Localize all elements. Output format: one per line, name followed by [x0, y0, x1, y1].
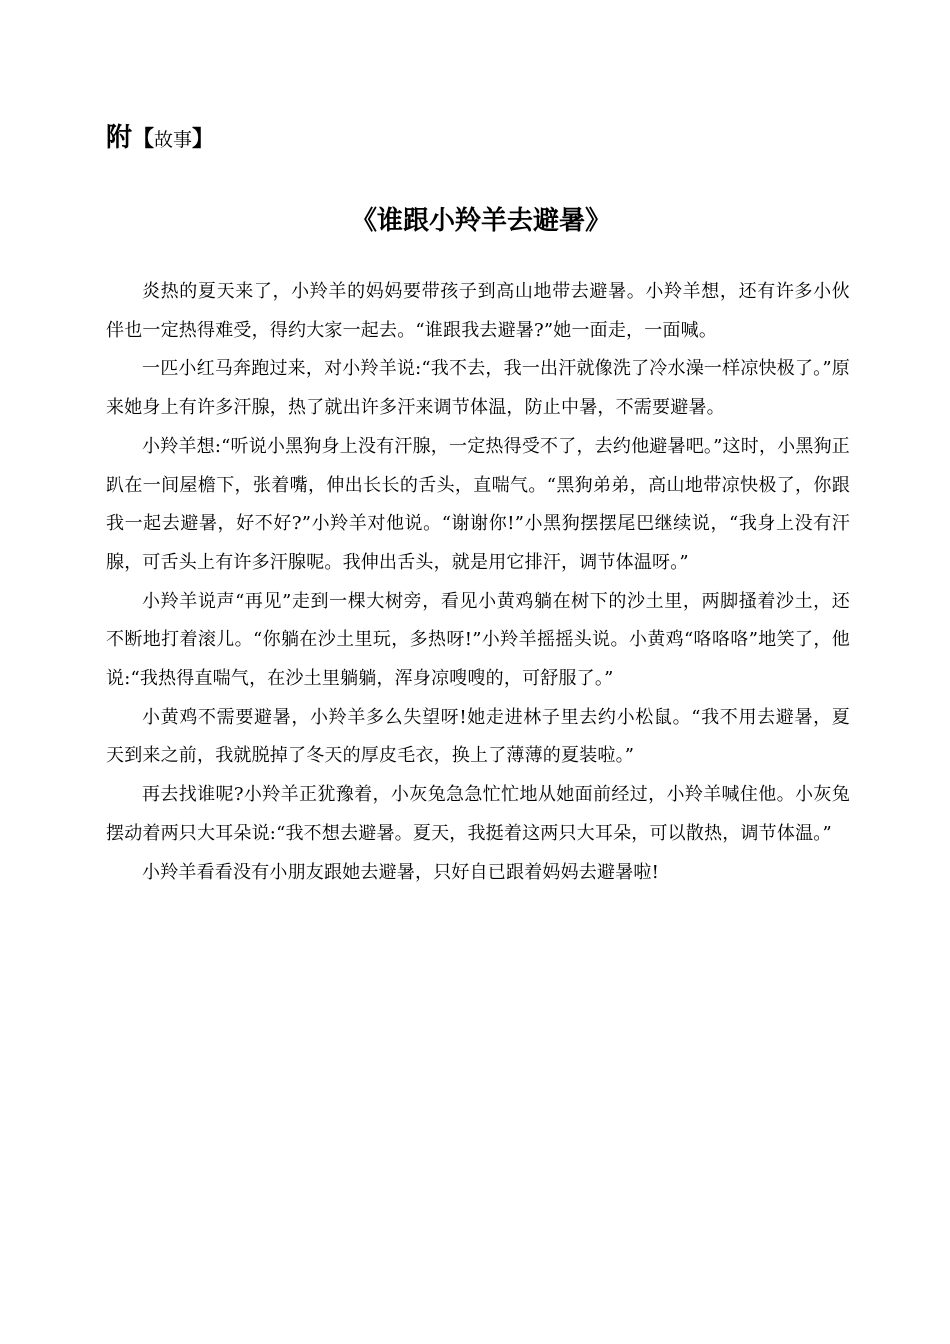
paragraph-7: 小羚羊看看没有小朋友跟她去避暑，只好自已跟着妈妈去避暑啦! — [142, 861, 660, 883]
paragraph-2: 一匹小红马奔跑过来，对小羚羊说:“我不去，我一出汗就像洗了冷水澡一样凉快极了。”原来她身上有许多汗腺，热了就出许多汗来调节体温，防止中暑，不需要避暑。 — [106, 358, 850, 419]
paragraph-1: 炎热的夏天来了，小羚羊的妈妈要带孩子到高山地带去避暑。小羚羊想，还有许多小伙伴也一定热得难受，得约大家一起去。“谁跟我去避暑?”她一面走，一面喊。 — [106, 281, 850, 341]
appendix-marker: 附 — [106, 123, 133, 153]
paragraph-3: 小羚羊想:“听说小黑狗身上没有汗腺，一定热得受不了，去约他避暑吧。”这时，小黑狗正趴在一间屋檐下，张着嘴，伸出长长的舌头，直喘气。“黑狗弟弟，高山地带凉快极了，你跟我一起去避暑，好不好?”小羚羊对他说。“谢谢你!”小黑狗摆摆尾巴继续说，“我身上没有汗腺，可舌头上有许多汗腺呢。我伸出舌头，就是用它排汗，调节体温呀。” — [106, 435, 850, 573]
story-body — [106, 273, 850, 892]
paragraph-5: 小黄鸡不需要避暑，小羚羊多么失望呀!她走进林子里去约小松鼠。“我不用去避暑，夏天到来之前，我就脱掉了冬天的厚皮毛衣，换上了薄薄的夏装啦。” — [106, 706, 850, 767]
bracket-open: 【 — [132, 126, 155, 152]
bracket-close: 】 — [192, 126, 215, 152]
story-title: 《谁跟小羚羊去避暑》 — [350, 206, 611, 236]
appendix-heading — [106, 118, 214, 158]
paragraph-6: 再去找谁呢?小羚羊正犹豫着，小灰兔急急忙忙地从她面前经过，小羚羊喊住他。小灰兔摆动着两只大耳朵说:“我不想去避暑。夏天，我挺着这两只大耳朵，可以散热，调节体温。” — [106, 784, 850, 844]
paragraph-4: 小羚羊说声“再见”走到一棵大树旁，看见小黄鸡躺在树下的沙土里，两脚搔着沙土，还不断地打着滚儿。“你躺在沙土里玩，多热呀!”小羚羊摇摇头说。小黄鸡“咯咯咯”地笑了，他说:“我热得直喘气，在沙土里躺躺，浑身凉嗖嗖的，可舒服了。” — [106, 590, 850, 690]
appendix-label: 故事 — [154, 129, 193, 151]
